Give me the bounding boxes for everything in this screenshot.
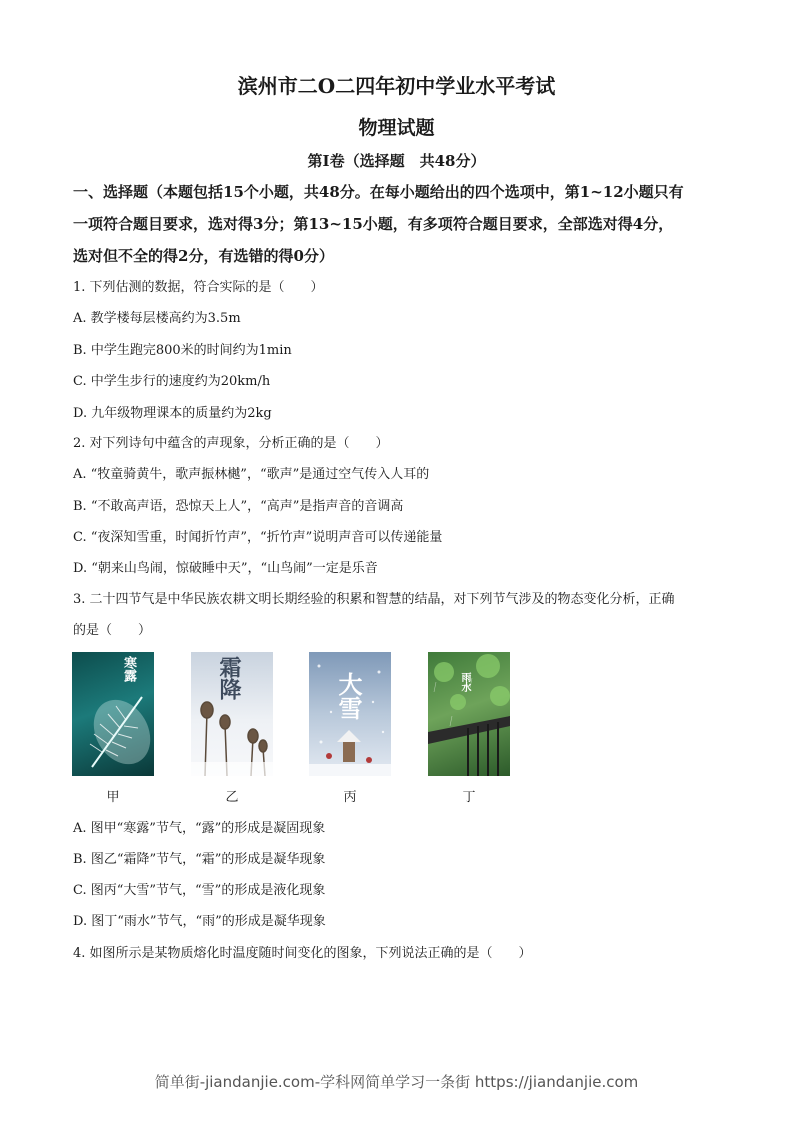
- question-3-option-c: C. 图丙“大雪”节气，“雪”的形成是液化现象: [73, 883, 326, 898]
- exam-title: 滨州市二O二四年初中学业水平考试: [237, 74, 556, 98]
- question-3-option-b: B. 图乙“霜降”节气，“霜”的形成是凝华现象: [73, 852, 326, 867]
- question-2-option-b: B. “不敢高声语，恐惊天上人”，“高声”是指声音的音调高: [73, 499, 404, 514]
- exam-subtitle: 物理试题: [358, 117, 435, 139]
- image-shuangjiang-text: 霜降: [216, 656, 242, 700]
- question-3-option-a: A. 图甲“寒露”节气，“露”的形成是凝固现象: [73, 821, 326, 836]
- image-label-yi: 乙: [225, 790, 239, 805]
- question-3-stem-continued: 的是（ ）: [73, 623, 152, 638]
- image-label-jia: 甲: [106, 790, 120, 805]
- question-1-option-c: C. 中学生步行的速度约为20km/h: [73, 374, 271, 389]
- image-label-bing: 丙: [343, 790, 357, 805]
- volume-heading: 第Ⅰ卷（选择题 共48分）: [307, 152, 486, 170]
- question-2-stem: 2. 对下列诗句中蕴含的声现象，分析正确的是（ ）: [73, 436, 389, 451]
- question-4-stem: 4. 如图所示是某物质熔化时温度随时间变化的图象，下列说法正确的是（ ）: [73, 946, 532, 961]
- question-2-option-c: C. “夜深知雪重，时闻折竹声”，“折竹声”说明声音可以传递能量: [73, 530, 443, 545]
- image-label-ding: 丁: [462, 790, 476, 805]
- question-3-stem: 3. 二十四节气是中华民族农耕文明长期经验的积累和智慧的结晶，对下列节气涉及的物态变化分析，正确: [73, 592, 675, 607]
- image-shuangjiang: [191, 652, 273, 776]
- question-1-option-b: B. 中学生跑完800米的时间约为1min: [73, 343, 292, 358]
- image-yushui: [428, 652, 510, 776]
- image-hanlu: [72, 652, 154, 776]
- image-hanlu-text: 寒露: [121, 656, 136, 682]
- image-daxue: [309, 652, 391, 776]
- section-instructions-line: 选对但不全的得2分，有选错的得0分）: [73, 247, 334, 265]
- question-1-option-a: A. 教学楼每层楼高约为3.5m: [73, 311, 241, 326]
- question-1-option-d: D. 九年级物理课本的质量约为2kg: [73, 406, 272, 421]
- page-footer-watermark: 简单街-jiandanjie.com-学科网简单学习一条街 https://jiandanjie.com: [154, 1073, 639, 1091]
- question-2-option-a: A. “牧童骑黄牛，歌声振林樾”，“歌声”是通过空气传入人耳的: [73, 467, 430, 482]
- image-daxue-text: 大雪: [334, 672, 363, 720]
- section-instructions-line: 一项符合题目要求，选对得3分；第13~15小题，有多项符合题目要求，全部选对得4分，: [73, 215, 674, 233]
- question-3-option-d: D. 图丁“雨水”节气，“雨”的形成是凝华现象: [73, 914, 326, 929]
- question-1-stem: 1. 下列估测的数据，符合实际的是（ ）: [73, 280, 324, 295]
- question-2-option-d: D. “朝来山鸟闹，惊破睡中天”，“山鸟闹”一定是乐音: [73, 561, 378, 576]
- image-yushui-text: 雨水: [459, 672, 470, 692]
- section-instructions-line: 一、选择题（本题包括15个小题，共48分。在每小题给出的四个选项中，第1~12小题只有: [73, 183, 684, 201]
